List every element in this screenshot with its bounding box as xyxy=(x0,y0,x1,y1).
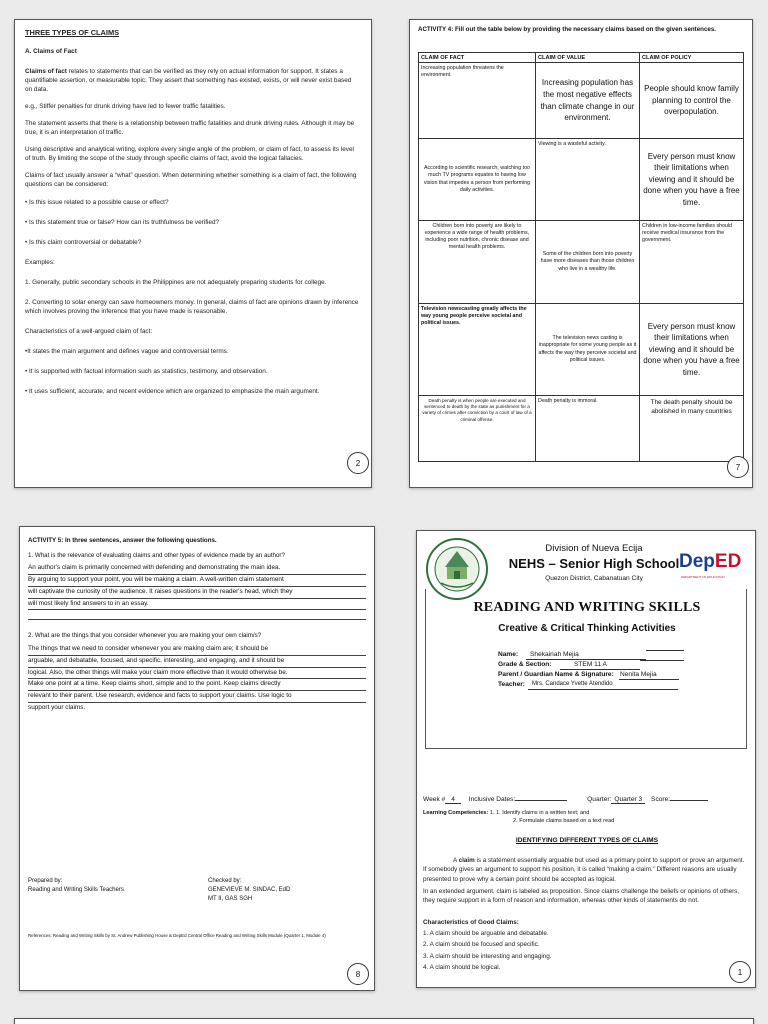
deped-tagline: DEPARTMENT OF EDUCATION xyxy=(681,575,725,579)
school-name: NEHS – Senior High School xyxy=(508,556,680,571)
table-cell: Death penalty is when people are executed and sentenced to death by the state as punishment for a variety of crimes after conviction by a court of law of a criminal offense. xyxy=(419,396,536,462)
explanation-paragraph: The statement asserts that there is a relationship between traffic fatalities and drunk driving rules. Although it may be true, it is an interpretation of traffic. xyxy=(25,119,355,137)
table-cell: Every person must know their limitations when viewing and it should be done when you have a free time. xyxy=(640,139,744,221)
document-page-activity-5 xyxy=(19,526,375,991)
page-title: THREE TYPES OF CLAIMS xyxy=(25,28,120,37)
example-text: e.g., Stiffer penalties for drunk driving have led to fewer traffic fatalities. xyxy=(25,102,226,110)
table-row xyxy=(419,139,744,221)
signatories xyxy=(28,877,358,902)
page-number-badge: 1 xyxy=(729,961,751,983)
table-row xyxy=(419,304,744,396)
week-field: 4 xyxy=(445,796,461,804)
table-cell: Children in low-income families should receive medical insurance from the government. xyxy=(640,221,744,304)
page-number-badge: 2 xyxy=(347,452,369,474)
table-cell: The television news casting is inappropriate for some young people as it affects the way they perceive societal and political issues. xyxy=(536,304,640,396)
example-item: 1. Generally, public secondary schools in the Philippines are not adequately preparing students for college. xyxy=(25,278,327,286)
document-page-next xyxy=(14,1018,754,1024)
activity-instructions: ACTIVITY 5: In three sentences, answer the following questions. xyxy=(28,537,217,544)
question-2: 2. What are the things that you consider whenever you are making your own claim/s? xyxy=(28,632,262,640)
list-item: 4. A claim should be logical. xyxy=(423,963,501,971)
table-header-row xyxy=(419,53,744,63)
name-field: Shekainah Mejia xyxy=(526,650,646,660)
examples-label: Examples: xyxy=(25,258,55,266)
quarter-field: Quarter 3 xyxy=(611,796,645,804)
deped-logo: DepED xyxy=(679,551,742,572)
activity-instructions: ACTIVITY 4: Fill out the table below by providing the necessary claims based on the given sentences. xyxy=(418,26,716,33)
week-line: Week # 4 Inclusive Dates: Quarter: Quarter 3 Score: xyxy=(423,796,753,803)
characteristic-item: • It is supported with factual information such as statistics, testimony, and observation. xyxy=(25,368,268,376)
column-header: CLAIM OF POLICY xyxy=(640,53,744,63)
table-cell: People should know family planning to control the overpopulation. xyxy=(640,63,744,139)
subject-title: READING AND WRITING SKILLS xyxy=(473,600,701,615)
learning-competencies: Learning Competencies: 1. 1. Identify claims in a written text; and 2. Formulate claims based on a text read xyxy=(423,810,615,824)
table-cell: Increasing population has the most negative effects than climate change in our environment. xyxy=(536,63,640,139)
question-item: • Is this issue related to a possible cause or effect? xyxy=(25,198,169,206)
list-item: 1. A claim should be arguable and debatable. xyxy=(423,929,549,937)
prepared-name: Reading and Writing Skills Teachers xyxy=(28,887,124,893)
claims-table xyxy=(418,52,744,462)
question-1: 1. What is the relevance of evaluating claims and other types of evidence made by an author? xyxy=(28,551,285,559)
characteristic-item: •It states the main argument and defines vague and controversial terms. xyxy=(25,348,229,356)
teacher-field: Mrs. Candace Yvette Atendido xyxy=(528,680,678,690)
table-cell: Death penalty is immoral. xyxy=(536,396,640,462)
document-page-claims-of-fact xyxy=(14,19,372,488)
page-number-badge: 7 xyxy=(727,456,749,478)
checked-title: MT II, GAS SGH xyxy=(208,896,253,902)
question-item: • Is this claim controversial or debatable? xyxy=(25,238,142,246)
page-number-badge: 8 xyxy=(347,963,369,985)
table-cell: Every person must know their limitations when viewing and it should be done when you have a free time. xyxy=(640,304,744,396)
list-item: 3. A claim should be interesting and engaging. xyxy=(423,952,552,960)
column-header: CLAIM OF VALUE xyxy=(536,53,640,63)
lesson-heading: IDENTIFYING DIFFERENT TYPES OF CLAIMS xyxy=(515,837,659,844)
checked-label: Checked by: xyxy=(208,878,242,884)
section-heading: A. Claims of Fact xyxy=(25,47,77,55)
school-address: Quezon District, Cabanatuan City xyxy=(545,575,643,582)
answer-2: The things that we need to consider whenever you are making claim are; it should be arguable, and debatable, focused, and specific, interesting, and engaging, and it should be logical. Also, the other things will make your claim more effective than it would otherwise be. Make one point at a time. Keep claims short, simple and to the point. Keep claims directly relevant to their parent. Use research, evidence and facts to support your claims. Use logic to support your claims. xyxy=(28,644,366,714)
checked-name: GENEVIEVE M. SINDAC, EdD xyxy=(208,887,291,893)
characteristic-item: • It uses sufficient, accurate, and recent evidence which are organized to emphasize the main argument. xyxy=(25,388,320,396)
analysis-paragraph: Using descriptive and analytical writing, explore every single angle of the problem, or claim of fact, to assess its level of truth. By limiting the scope of the study through specific claims of fact, avoid the logical fallacies. xyxy=(25,146,354,163)
table-row xyxy=(419,221,744,304)
example-item: 2. Converting to solar energy can save homeowners money. In general, claims of fact are opinions drawn by inference which involves proving the inference that you have made is reasonable. xyxy=(25,299,359,316)
grade-field: STEM 11 A xyxy=(560,660,640,670)
table-cell: Television newscasting greatly affects the way young people perceive societal and political issues. xyxy=(419,304,536,396)
division-name: Division of Nueva Ecija xyxy=(545,543,643,554)
list-item: 2. A claim should be focused and specific. xyxy=(423,941,540,949)
prepared-label: Prepared by: xyxy=(28,878,63,884)
table-row xyxy=(419,396,744,462)
subject-subtitle: Creative & Critical Thinking Activities xyxy=(498,623,676,634)
question-item: • Is this statement true or false? How can its truthfulness be verified? xyxy=(25,218,220,226)
questions-intro: Claims of fact usually answer a “what” question. When determining whether something is a claim of fact, the following questions can be considered: xyxy=(25,172,357,189)
lesson-body: A claim is a statement essentially arguable but used as a primary point to support or prove an argument. If somebody gives an argument to support his position, it is called “making a claim.” Different reasons are usually presented to prove why a certain point should be accepted as logical. In an extended argument, claim is labeled as proposition. Since claims challenge the beliefs or opinions of others, they require support in a form of reason and information, whereas other kinds of statements do not. Characteristics of Good Claims: 1. A claim should be arguable and debatable. 2. A claim should be focused and specific. 3. A claim should be interesting and engaging. 4. A claim should be logical. xyxy=(423,856,748,974)
parent-field: Nenita Mejia xyxy=(619,670,679,680)
student-info: Name: Shekainah Mejia Grade & Section: STEM 11 A Parent / Guardian Name & Signature: Nenita Mejia Teacher: Mrs. Candace Yvette Atendido xyxy=(498,650,733,690)
references: References: Reading and Writing Skills by St. Andrew Publishing House & DepEd Central Office Reading and Writing Skills Module (Quarter 1, Module 4) xyxy=(28,933,326,938)
document-page-activity-4 xyxy=(409,19,753,488)
column-header: CLAIM OF FACT xyxy=(419,53,536,63)
table-cell: Increasing population threatens the environment. xyxy=(419,63,536,139)
definition-paragraph: Claims of fact relates to statements that can be verified as they rely on actual information for support. It states a quantifiable assertion, or measurable topic. They assert that something has existed, exists, or will never exist based on data. xyxy=(25,67,352,93)
document-page-cover xyxy=(416,530,756,988)
good-claims-list: Characteristics of Good Claims: 1. A claim should be arguable and debatable. 2. A claim should be focused and specific. 3. A claim should be interesting and engaging. 4. A claim should be logical. xyxy=(423,918,748,973)
answer-1: An author's claim is primarily concerned with defending and demonstrating the main idea. By arguing to support your point, you will be making a claim. A well-written claim statement will captivate the curiosity of the audience. It raises questions in the reader's head, which they will most likely find answers to in an essay. xyxy=(28,563,366,620)
table-cell: Viewing is a wasteful activity. xyxy=(536,139,640,221)
table-cell: Children born into poverty are likely to experience a wide range of health problems, including poor nutrition, chronic disease and mental health problems. xyxy=(419,221,536,304)
table-cell: The death penalty should be abolished in many countries xyxy=(640,396,744,462)
table-cell: According to scientific research, watching too much TV programs equates to having low vision that impedes a person from performing daily activities. xyxy=(419,139,536,221)
characteristics-label: Characteristics of a well-argued claim of fact: xyxy=(25,328,153,336)
table-row xyxy=(419,63,744,139)
table-cell: Some of the children born into poverty have more diseases than those children who live in a wealthy life. xyxy=(536,221,640,304)
